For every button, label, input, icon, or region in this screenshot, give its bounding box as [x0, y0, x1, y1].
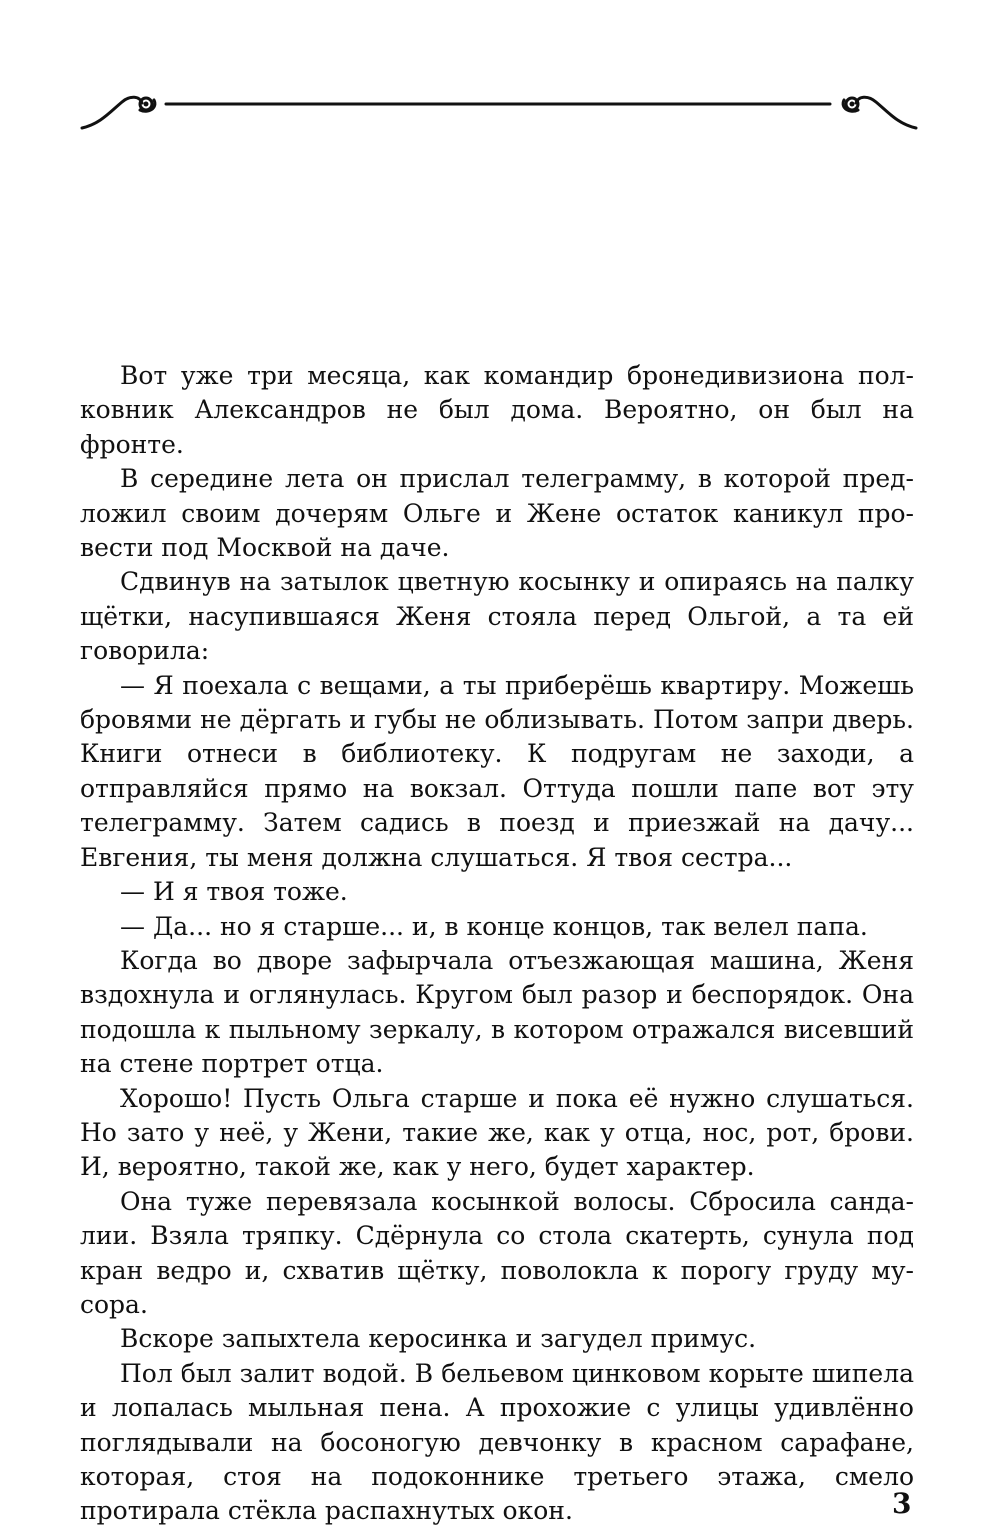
paragraph: Вот уже три месяца, как командир бронедивизиона полковник Александров не был дома. Вероятно, он был на фронте. — [80, 361, 914, 459]
paragraph: В середине лета он прислал телеграмму, в которой предложил своим дочерям Ольге и Жене остаток каникул провести под Москвой на даче. — [80, 464, 914, 563]
paragraph: — Да... но я старше... и, в конце концов, так велел папа. — [120, 911, 868, 941]
paragraph: Она туже перевязала косынкой волосы. Сбросила сандалии. Взяла тряпку. Сдёрнула со стола скатерть, сунула под кран ведро и, схватив щётку, поволокла к порогу груду мусора. — [80, 1186, 914, 1319]
header-ornament-icon — [78, 86, 920, 136]
paragraph: — И я твоя тоже. — [120, 877, 348, 907]
paragraph: Пол был залит водой. В бельевом цинковом корыте шипела и лопалась мыльная пена. А прохожие с улицы удивлённо поглядывали на босоногую девчонку в красном сарафане, которая, стоя на подоконнике третьего этажа, смело протирала стёкла распахнутых окон. — [80, 1358, 914, 1526]
paragraph: Вскоре запыхтела керосинка и загудел примус. — [120, 1324, 757, 1354]
paragraph: Сдвинув на затылок цветную косынку и опираясь на палку щётки, насупившаяся Женя стояла перед Ольгой, а та ей говорила: — [80, 567, 914, 666]
body-text — [80, 359, 914, 1529]
paragraph: Хорошо! Пусть Ольга старше и пока её нужно слушаться. Но зато у неё, у Жени, такие же, как у отца, нос, рот, брови. И, вероятно, такой же, как у него, будет характер. — [80, 1083, 914, 1182]
page-number: 3 — [892, 1487, 912, 1520]
paragraph: Когда во дворе зафырчала отъезжающая машина, Женя вздохнула и оглянулась. Кругом был разор и беспорядок. Она подошла к пыльному зеркалу, в котором отражался висевший на стене портрет отца. — [80, 945, 914, 1079]
paragraph: — Я поехала с вещами, а ты приберёшь квартиру. Можешь бровями не дёргать и губы не облизывать. Потом запри дверь. Книги отнеси в библиотеку. К подругам не заходи, а отправляйся прямо на вокзал. Оттуда пошли папе вот эту телеграмму. Затем садись в поезд и приезжай на дачу... Евгения, ты меня должна слушаться. Я твоя сестра... — [80, 670, 914, 872]
